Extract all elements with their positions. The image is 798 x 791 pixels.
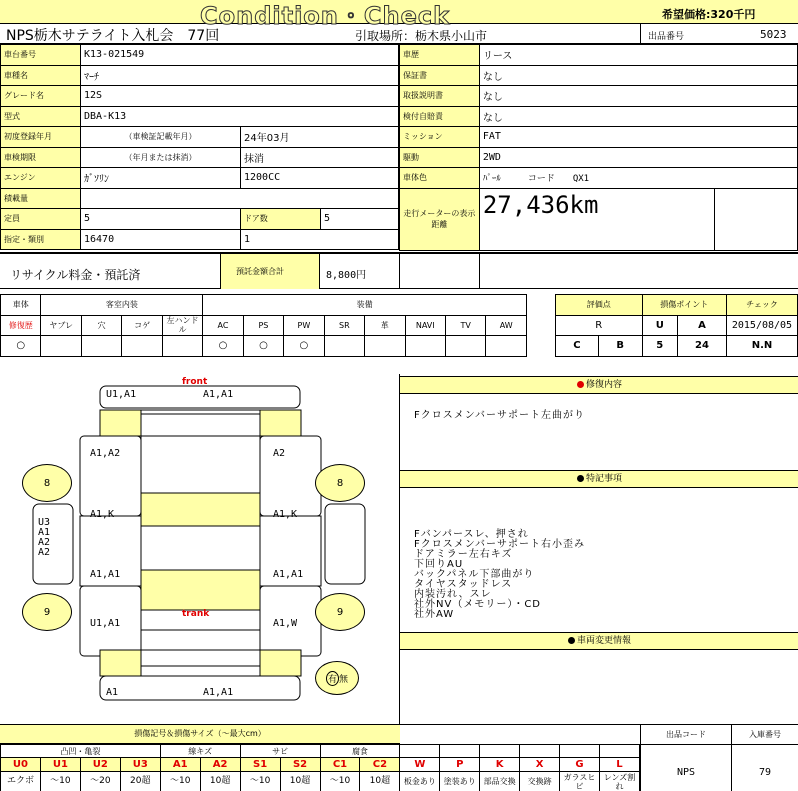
legend (0, 724, 798, 791)
price: 希望価格:320千円 (662, 8, 756, 21)
note-line: バックパネル下部曲がり (414, 569, 535, 580)
legend-size: 板金あり (400, 772, 440, 791)
value1: 16470 (81, 229, 241, 250)
value: DBA-K13 (81, 106, 399, 127)
legend-code: U2 (80, 758, 120, 772)
legend-size: 〜20 (80, 772, 120, 791)
legend-size: 10超 (200, 772, 240, 791)
group-equipment: 装備 (203, 295, 527, 316)
notes-list (414, 530, 585, 620)
header-row (0, 24, 798, 44)
legend-code: L (599, 758, 639, 772)
equip-col: PW (284, 315, 324, 336)
spec-table-left (0, 44, 399, 250)
value: 5 (81, 209, 241, 230)
equip-mark (122, 336, 162, 357)
eval-label: 評価点 (556, 295, 643, 316)
label: エンジン (1, 168, 81, 189)
label: 積載量 (1, 188, 81, 209)
tire-front-right: 8 (315, 464, 365, 502)
odometer-label: 走行メーターの表示距離 (400, 188, 480, 250)
equip-col: TV (445, 315, 485, 336)
eval-value: R (556, 315, 643, 336)
door-label: ドア数 (241, 209, 321, 230)
damage-right-fender: A2 (273, 448, 286, 459)
note-line: 社外AW (414, 609, 455, 620)
value2: 1 (241, 229, 399, 250)
label: 車台番号 (1, 45, 81, 66)
damage-left-side: U3 A1 A2 A2 (38, 517, 51, 558)
legend-table (0, 744, 640, 791)
equip-mark (81, 336, 121, 357)
notes-panel (399, 374, 798, 724)
auction-title: NPS栃木サテライト入札会 77回 (6, 28, 220, 44)
sub: （年月または抹消） (81, 147, 241, 168)
legend-code: U1 (40, 758, 80, 772)
fuel: ｶﾞｿﾘﾝ (81, 168, 241, 189)
tire-front-left: 8 (22, 464, 72, 502)
legend-code: A2 (200, 758, 240, 772)
damage-rear-left: A1 (106, 687, 119, 698)
legend-size: 〜10 (40, 772, 80, 791)
label: 初度登録年月 (1, 127, 81, 148)
legend-size: 10超 (280, 772, 320, 791)
lot-label: 出品番号 (648, 32, 685, 42)
note-line: Fクロスメンバーサポート右小歪み (414, 539, 586, 550)
legend-code: X (520, 758, 560, 772)
equip-col: 修復歴 (1, 315, 41, 336)
group-body: 車体 (1, 295, 41, 316)
legend-size: ガラスヒビ (560, 772, 600, 791)
damage-right-quarter: A1,W (273, 618, 298, 629)
value: ﾊﾟｰﾙ コード QX1 (479, 168, 797, 189)
trunk-label: trank (182, 609, 210, 619)
label: ミッション (400, 127, 480, 148)
legend-size: エクボ (1, 772, 41, 791)
sub: （車検証記載年月） (81, 127, 241, 148)
b-value: B (598, 336, 642, 357)
legend-code: G (560, 758, 600, 772)
equip-mark (486, 336, 527, 357)
equip-mark: ○ (284, 336, 324, 357)
value: 抹消 (241, 147, 399, 168)
label: 車歴 (400, 45, 480, 66)
equip-mark: ○ (1, 336, 41, 357)
recycle-total-label: 預託金額合計 (236, 267, 284, 276)
value: FAT (479, 127, 797, 148)
equip-mark (445, 336, 485, 357)
label: 駆動 (400, 147, 480, 168)
equip-col: PS (243, 315, 283, 336)
legend-size: 部品交換 (480, 772, 520, 791)
value: ﾏｰﾁ (81, 65, 399, 86)
entry-label: 入庫番号 (749, 730, 781, 739)
legend-code: C1 (320, 758, 360, 772)
equip-mark: ○ (203, 336, 243, 357)
tire-rear-right: 9 (315, 593, 365, 631)
legend-group: サビ (240, 745, 320, 758)
damage-left-quarter: U1,A1 (90, 618, 121, 629)
value: なし (479, 86, 797, 107)
front-label: front (182, 377, 208, 387)
label: 取扱説明書 (400, 86, 480, 107)
equip-mark (365, 336, 405, 357)
change-title: 車両変更情報 (576, 636, 631, 646)
legend-size: 〜10 (320, 772, 360, 791)
legend-code: U0 (1, 758, 41, 772)
tire-rear-left: 9 (22, 593, 72, 631)
spec-table-right (399, 44, 798, 251)
legend-code: C2 (360, 758, 400, 772)
label: 型式 (1, 106, 81, 127)
lot-number: 5023 (760, 28, 787, 41)
legend-title: 損傷記号＆損傷サイズ（〜最大cm） (0, 725, 400, 744)
legend-size: レンズ割れ (599, 772, 639, 791)
label: 車検期限 (1, 147, 81, 168)
equip-col: SR (324, 315, 364, 336)
damage-left-front-door: A1,K (90, 509, 115, 520)
label: 保証書 (400, 65, 480, 86)
check-label: チェック (726, 295, 797, 316)
nn-value: N.N (726, 336, 797, 357)
damage-label: 損傷ポイント (642, 295, 726, 316)
label: 指定・類別 (1, 229, 81, 250)
equip-col: 左ハンドル (162, 315, 202, 336)
note-line: 内装汚れ、スレ (414, 589, 492, 600)
legend-size: 〜10 (160, 772, 200, 791)
group-interior: 客室内装 (41, 295, 203, 316)
note-line: 社外NV（メモリー）・CD (414, 599, 542, 610)
legend-size: 20超 (120, 772, 160, 791)
value: 12S (81, 86, 399, 107)
equip-col: コゲ (122, 315, 162, 336)
legend-group: 線キズ (160, 745, 240, 758)
note-line: タイヤスタッドレス (414, 579, 513, 590)
banner (0, 0, 798, 30)
score-table (555, 294, 798, 357)
note-line: 下回りAU (414, 559, 464, 570)
legend-size: 塗装あり (440, 772, 480, 791)
cc: 1200CC (241, 168, 399, 189)
legend-group: 腐食 (320, 745, 400, 758)
value: 2WD (479, 147, 797, 168)
value: なし (479, 106, 797, 127)
legend-code: P (440, 758, 480, 772)
equip-col: 穴 (81, 315, 121, 336)
u-label: U (642, 315, 677, 336)
a-label: A (677, 315, 726, 336)
legend-size: 交換跡 (520, 772, 560, 791)
legend-code: U3 (120, 758, 160, 772)
equip-mark (405, 336, 445, 357)
u-value: 5 (642, 336, 677, 357)
label: 検付自賠責 (400, 106, 480, 127)
equip-col: AC (203, 315, 243, 336)
label: 車体色 (400, 168, 480, 189)
legend-code: S1 (240, 758, 280, 772)
value (81, 188, 399, 209)
legend-code: K (480, 758, 520, 772)
note-line: ドアミラー左右キズ (414, 549, 513, 560)
door-value: 5 (321, 209, 399, 230)
spare-no: 無 (339, 674, 349, 685)
label: 定員 (1, 209, 81, 230)
legend-code: S2 (280, 758, 320, 772)
repair-text: Fクロスメンバーサポート左曲がり (414, 410, 586, 421)
legend-size: 10超 (360, 772, 400, 791)
recycle-label: リサイクル料金・預託済 (10, 268, 141, 282)
c-value: C (556, 336, 599, 357)
spare-yes: 有 (326, 671, 339, 686)
legend-code: W (400, 758, 440, 772)
repair-header (400, 376, 798, 394)
car-diagram (0, 374, 399, 724)
damage-right-front-door: A1,K (273, 509, 298, 520)
damage-left-fender: A1,A2 (90, 448, 121, 459)
equip-col: AW (486, 315, 527, 336)
recycle-total-value: 8,800円 (326, 270, 367, 281)
legend-size: 〜10 (240, 772, 280, 791)
value: なし (479, 65, 797, 86)
check-date: 2015/08/05 (726, 315, 797, 336)
notes-header (400, 470, 798, 488)
value: 24年03月 (241, 127, 399, 148)
label: グレード名 (1, 86, 81, 107)
equip-mark (162, 336, 202, 357)
value: K13-021549 (81, 45, 399, 66)
equip-col: 革 (365, 315, 405, 336)
equip-col: NAVI (405, 315, 445, 336)
damage-rear-right: A1,A1 (203, 687, 234, 698)
legend-group: 凸凹・亀裂 (1, 745, 161, 758)
legend-code: A1 (160, 758, 200, 772)
damage-right-rear-door: A1,A1 (273, 569, 304, 580)
code-label: 出品コード (666, 730, 706, 739)
note-line: Fバンパースレ、押され (414, 529, 529, 540)
label: 車種名 (1, 65, 81, 86)
notes-title: 特記事項 (585, 474, 622, 484)
odometer-value: 27,436km (479, 188, 714, 250)
spare-tire (315, 661, 359, 695)
banner-title: Condition・Check (200, 2, 451, 30)
code-value: NPS (676, 767, 696, 778)
change-header (400, 632, 798, 650)
recycle-row (0, 252, 798, 289)
value: リース (479, 45, 797, 66)
damage-front-right: A1,A1 (203, 389, 234, 400)
repair-title: 修復内容 (585, 380, 622, 390)
pickup-location: 引取場所：栃木県小山市 (355, 29, 488, 43)
entry-value: 79 (758, 767, 772, 778)
equip-mark (324, 336, 364, 357)
equip-mark: ○ (243, 336, 283, 357)
equip-col: ヤブレ (41, 315, 81, 336)
equipment-table (0, 294, 527, 357)
a-value: 24 (677, 336, 726, 357)
damage-front-left: U1,A1 (106, 389, 137, 400)
damage-left-rear-door: A1,A1 (90, 569, 121, 580)
equip-mark (41, 336, 81, 357)
